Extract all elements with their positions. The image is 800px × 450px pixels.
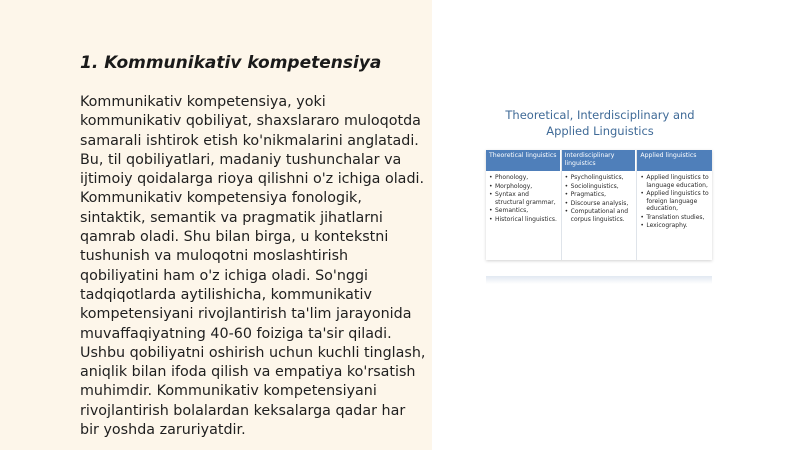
list-item: • Applied linguistics to language education, [640,174,709,189]
column-list [486,171,561,224]
figure-title-line2: Applied Linguistics [546,124,654,138]
column-header: Theoretical linguistics [486,150,561,171]
list-item: • Computational and corpus linguistics. [565,208,634,223]
section-paragraph: Kommunikativ kompetensiya, yoki kommunikativ qobiliyat, shaxslararo muloqotda samarali ishtirok etish ko'nikmalarini anglatadi. Bu, til qobiliyatlari, madaniy tushunchalar va ijtimoiy qoidalarga rioya qilishni o'z ichiga oladi. Kommunikativ kompetensiya fonologik, sintaktik, semantik va pragmatik jihatlarni qamrab oladi. Shu bilan birga, u kontekstni tushunish va muloqotni moslashtirish qobiliyatini ham o'z ichiga oladi. So'nggi tadqiqotlarda aytilishicha, kommunikativ kompetensiyani rivojlantirish ta'lim jarayonida muvaffaqiyatning 40-60 foiziga ta'sir qiladi. Ushbu qobiliyatni oshirish uchun kuchli tinglash, aniqlik bilan ifoda qilish va empatiya ko'rsatish muhimdir. Kommunikativ kompetensiyani rivojlantirish bolalardan keksalarga qadar har bir yoshda zaruriyatdir. [80,94,426,439]
list-item: • Sociolinguistics, [565,183,634,191]
list-item: • Historical linguistics. [489,216,558,224]
column-header: Applied linguistics [637,150,712,171]
list-item: • Translation studies, [640,214,709,222]
list-item: • Psycholinguistics, [565,174,634,182]
figure-title-line1: Theoretical, Interdisciplinary and [505,108,695,122]
list-item: • Semantics, [489,207,558,215]
list-item: • Applied linguistics to foreign language education, [640,190,709,213]
figure-title [478,107,722,139]
list-item: • Lexicography. [640,222,709,230]
list-item: • Morphology, [489,183,558,191]
list-item: • Pragmatics, [565,191,634,199]
column-interdisciplinary [562,150,638,260]
column-theoretical [486,150,562,260]
column-header: Interdisciplinary linguistics [562,150,637,171]
list-item: • Syntax and structural grammar, [489,191,558,206]
column-list [637,171,712,231]
column-applied [637,150,712,260]
list-item: • Phonology, [489,174,558,182]
section-heading: 1. Kommunikativ kompetensiya [80,53,382,73]
linguistics-table [486,150,712,260]
table-reflection [486,276,712,284]
linguistics-figure [478,100,728,300]
list-item: • Discourse analysis, [565,200,634,208]
column-list [562,171,637,224]
